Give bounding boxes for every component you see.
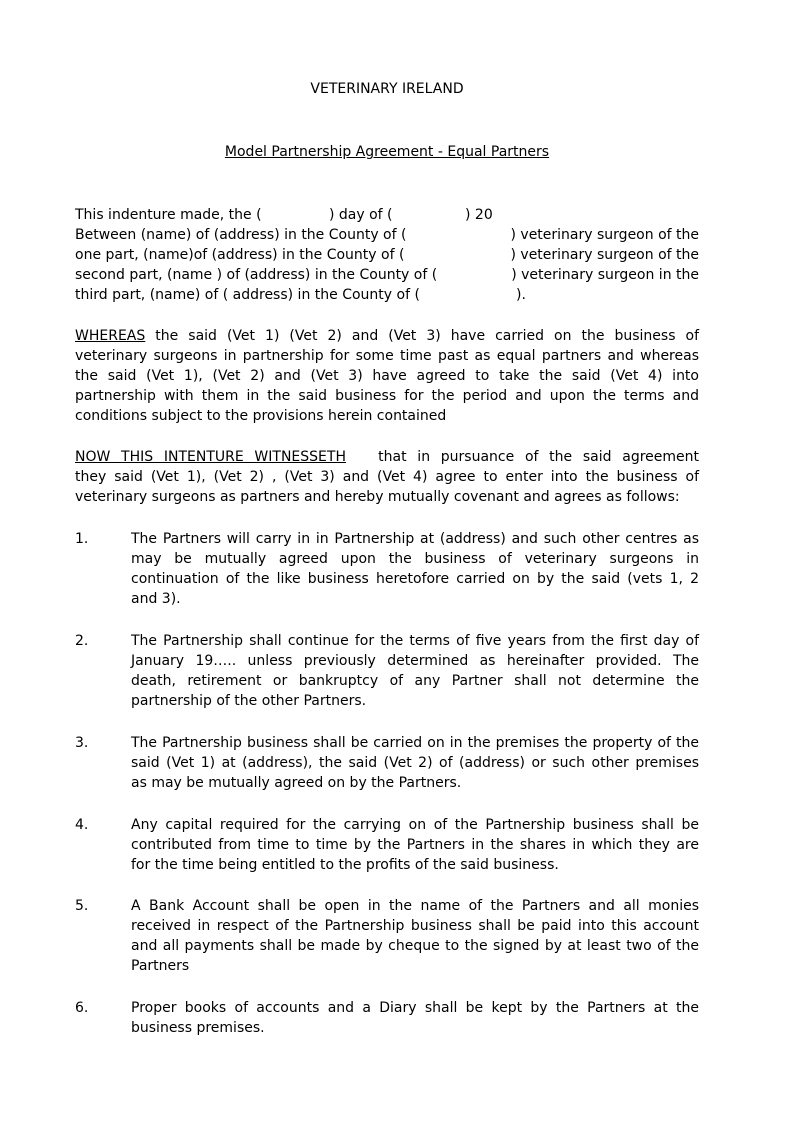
whereas-line: WHEREAS the said (Vet 1) (Vet 2) and (Vet 3) have carried on the business of [75, 328, 700, 344]
clause-line: January 19….. unless previously determined as hereinafter provided. The [131, 653, 699, 669]
witnesseth-paragraph [75, 447, 699, 507]
clause-number: 1. [75, 531, 89, 547]
indenture-text: ) day of ( [329, 207, 393, 223]
indenture-text: ) veterinary surgeon of the [510, 247, 699, 263]
indenture-text: second part, (name ) of (address) in the County of ( [75, 267, 438, 283]
clause-text [131, 631, 699, 711]
witnesseth-line: NOW THIS INTENTURE WITNESSETH that in pursuance of the said agreement [75, 449, 699, 465]
clause-line: death, retirement or bankruptcy of any Partner shall not determine the [131, 673, 699, 689]
clause-text [131, 733, 699, 793]
whereas-line: veterinary surgeons in partnership for some time past as equal partners and whereas [75, 348, 699, 364]
clause-number: 2. [75, 633, 89, 649]
clause-line: may be mutually agreed upon the business of veterinary surgeons in [131, 551, 699, 567]
clause-number: 4. [75, 817, 89, 833]
whereas-line: the said (Vet 1), (Vet 2) and (Vet 3) have agreed to take the said (Vet 4) into [75, 368, 699, 384]
clause-text [131, 998, 699, 1038]
clause-number: 3. [75, 735, 89, 751]
clause-line: Partners [131, 958, 190, 974]
clause-line: said (Vet 1) at (address), the said (Vet 2) of (address) or such other premises [131, 755, 699, 771]
whereas-heading: WHEREAS [75, 328, 146, 344]
indenture-paragraph [75, 205, 699, 305]
indenture-line [75, 245, 699, 265]
clause-line: Any capital required for the carrying on of the Partnership business shall be [131, 817, 699, 833]
whereas-line: partnership with them in the said business for the period and upon the terms and [75, 388, 699, 404]
witnesseth-line: veterinary surgeons as partners and hereby mutually covenant and agrees as follows: [75, 489, 680, 505]
clause-text [131, 529, 699, 609]
clause-text [131, 896, 699, 976]
indenture-text: ) 20 [465, 207, 493, 223]
indenture-text: Between (name) of (address) in the County of ( [75, 227, 407, 243]
indenture-text: This indenture made, the ( [75, 207, 262, 223]
clause-number: 6. [75, 1000, 89, 1016]
clause-line: received in respect of the Partnership business shall be paid into this account [131, 918, 699, 934]
clause-number: 5. [75, 898, 89, 914]
whereas-line: conditions subject to the provisions herein contained [75, 408, 447, 424]
clause-line: The Partnership shall continue for the terms of five years from the first day of [131, 633, 699, 649]
indenture-text: third part, (name) of ( address) in the County of ( [75, 287, 420, 303]
witnesseth-heading: NOW THIS INTENTURE WITNESSETH [75, 449, 346, 465]
clause-line: The Partners will carry in in Partnership at (address) and such other centres as [131, 531, 699, 547]
witnesseth-line: they said (Vet 1), (Vet 2) , (Vet 3) and (Vet 4) agree to enter into the business of [75, 469, 699, 485]
document-subtitle: Model Partnership Agreement - Equal Partners [224, 144, 550, 160]
clause-line: contributed from time to time by the Partners in the shares in which they are [131, 837, 699, 853]
indenture-text: one part, (name)of (address) in the County of ( [75, 247, 405, 263]
clause-line: as may be mutually agreed on by the Partners. [131, 775, 462, 791]
whereas-paragraph [75, 326, 699, 426]
indenture-line [75, 205, 699, 225]
indenture-line [75, 225, 699, 245]
indenture-text: ) veterinary surgeon of the [510, 227, 699, 243]
document-title: VETERINARY IRELAND [310, 81, 464, 97]
clause-line: Proper books of accounts and a Diary shall be kept by the Partners at the [131, 1000, 699, 1016]
clause-text [131, 815, 699, 875]
clause-line: partnership of the other Partners. [131, 693, 367, 709]
clause-line: A Bank Account shall be open in the name of the Partners and all monies [131, 898, 699, 914]
clause-line: for the time being entitled to the profits of the said business. [131, 857, 559, 873]
indenture-line [75, 265, 699, 285]
indenture-text: ) veterinary surgeon in the [511, 267, 699, 283]
clause-line: and all payments shall be made by cheque to the signed by at least two of the [131, 938, 699, 954]
indenture-text: ). [516, 287, 526, 303]
clause-line: continuation of the like business heretofore carried on by the said (vets 1, 2 [131, 571, 699, 587]
indenture-line [75, 285, 699, 305]
clause-line: and 3). [131, 591, 181, 607]
clause-line: business premises. [131, 1020, 265, 1036]
clause-line: The Partnership business shall be carried on in the premises the property of the [131, 735, 699, 751]
